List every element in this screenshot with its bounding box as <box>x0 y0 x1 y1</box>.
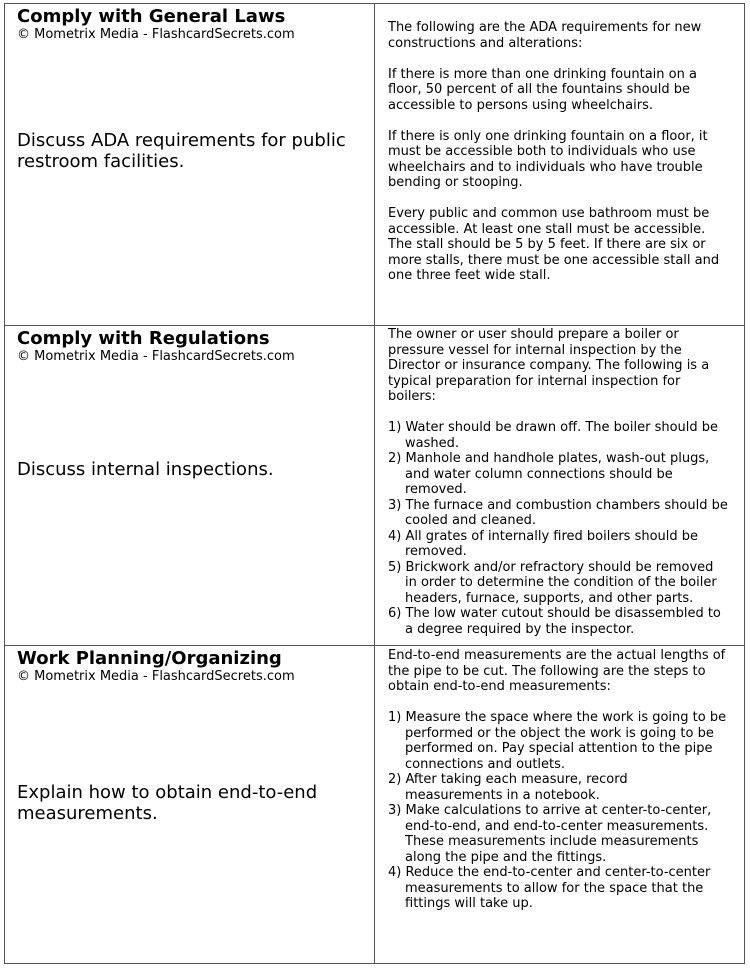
card-question: Discuss internal inspections. <box>17 459 274 480</box>
answer-intro: The owner or user should prepare a boiler or pressure vessel for internal inspection by the Director or insurance company. The following is a typical preparation for internal inspection for boilers: <box>388 327 710 404</box>
card-credit: © Mometrix Media - FlashcardSecrets.com <box>17 27 295 42</box>
answer-paragraph: Every public and common use bathroom must be accessible. At least one stall must be accessible. The stall should be 5 by 5 feet. If there are six or more stalls, there must be one accessible stall and one three feet wide stall. <box>388 206 720 283</box>
card-front <box>5 326 375 645</box>
card-question: Explain how to obtain end-to-end measurements. <box>17 782 318 824</box>
card-category: Comply with Regulations <box>17 328 270 349</box>
card-front <box>5 646 375 963</box>
answer-step: 5) Brickwork and/or refractory should be removed in order to determine the condition of the boiler headers, furnace, supports, and other parts. <box>388 559 717 606</box>
answer-step: 4) All grates of internally fired boilers should be removed. <box>388 528 699 559</box>
answer-steps <box>388 420 728 637</box>
flashcard-regulations <box>5 325 744 645</box>
answer-intro: End-to-end measurements are the actual lengths of the pipe to be cut. The following are the steps to obtain end-to-end measurements: <box>388 648 726 694</box>
answer-step: 1) Water should be drawn off. The boiler should be washed. <box>388 420 719 451</box>
card-credit: © Mometrix Media - FlashcardSecrets.com <box>17 669 295 684</box>
flashcard-general-laws <box>5 4 744 325</box>
card-front <box>5 4 375 325</box>
answer-paragraph: The following are the ADA requirements for new constructions and alterations: <box>388 20 702 51</box>
answer-step: 2) After taking each measure, record measurements in a notebook. <box>388 772 628 803</box>
card-answer <box>375 326 744 645</box>
answer-steps <box>388 710 728 912</box>
flashcard-work-planning <box>5 645 744 963</box>
answer-step: 6) The low water cutout should be disassembled to a degree required by the inspector. <box>388 606 721 637</box>
card-category: Work Planning/Organizing <box>17 648 282 669</box>
flashcard-sheet <box>4 3 745 964</box>
answer-step: 3) The furnace and combustion chambers should be cooled and cleaned. <box>388 497 728 528</box>
card-category: Comply with General Laws <box>17 6 286 27</box>
card-answer <box>375 646 744 963</box>
answer-paragraph: If there is more than one drinking fountain on a floor, 50 percent of all the fountains should be accessible to persons using wheelchairs. <box>388 66 697 113</box>
answer-step: 2) Manhole and handhole plates, wash-out plugs, and water column connections should be removed. <box>388 451 710 497</box>
card-question: Discuss ADA requirements for public restroom facilities. <box>17 130 346 172</box>
answer-step: 1) Measure the space where the work is going to be performed or the object the work is going to be performed on. Pay special attention to the pipe connections and outlets. <box>388 710 727 772</box>
card-credit: © Mometrix Media - FlashcardSecrets.com <box>17 349 295 364</box>
answer-step: 3) Make calculations to arrive at center-to-center, end-to-end, and end-to-center measurements. These measurements include measurements along the pipe and the fittings. <box>388 803 712 865</box>
answer-step: 4) Reduce the end-to-center and center-to-center measurements to allow for the space that the fittings will take up. <box>388 865 711 911</box>
card-answer <box>375 4 744 325</box>
answer-paragraph: If there is only one drinking fountain on a floor, it must be accessible both to individuals who use wheelchairs and to individuals who have trouble bending or stooping. <box>388 128 708 190</box>
